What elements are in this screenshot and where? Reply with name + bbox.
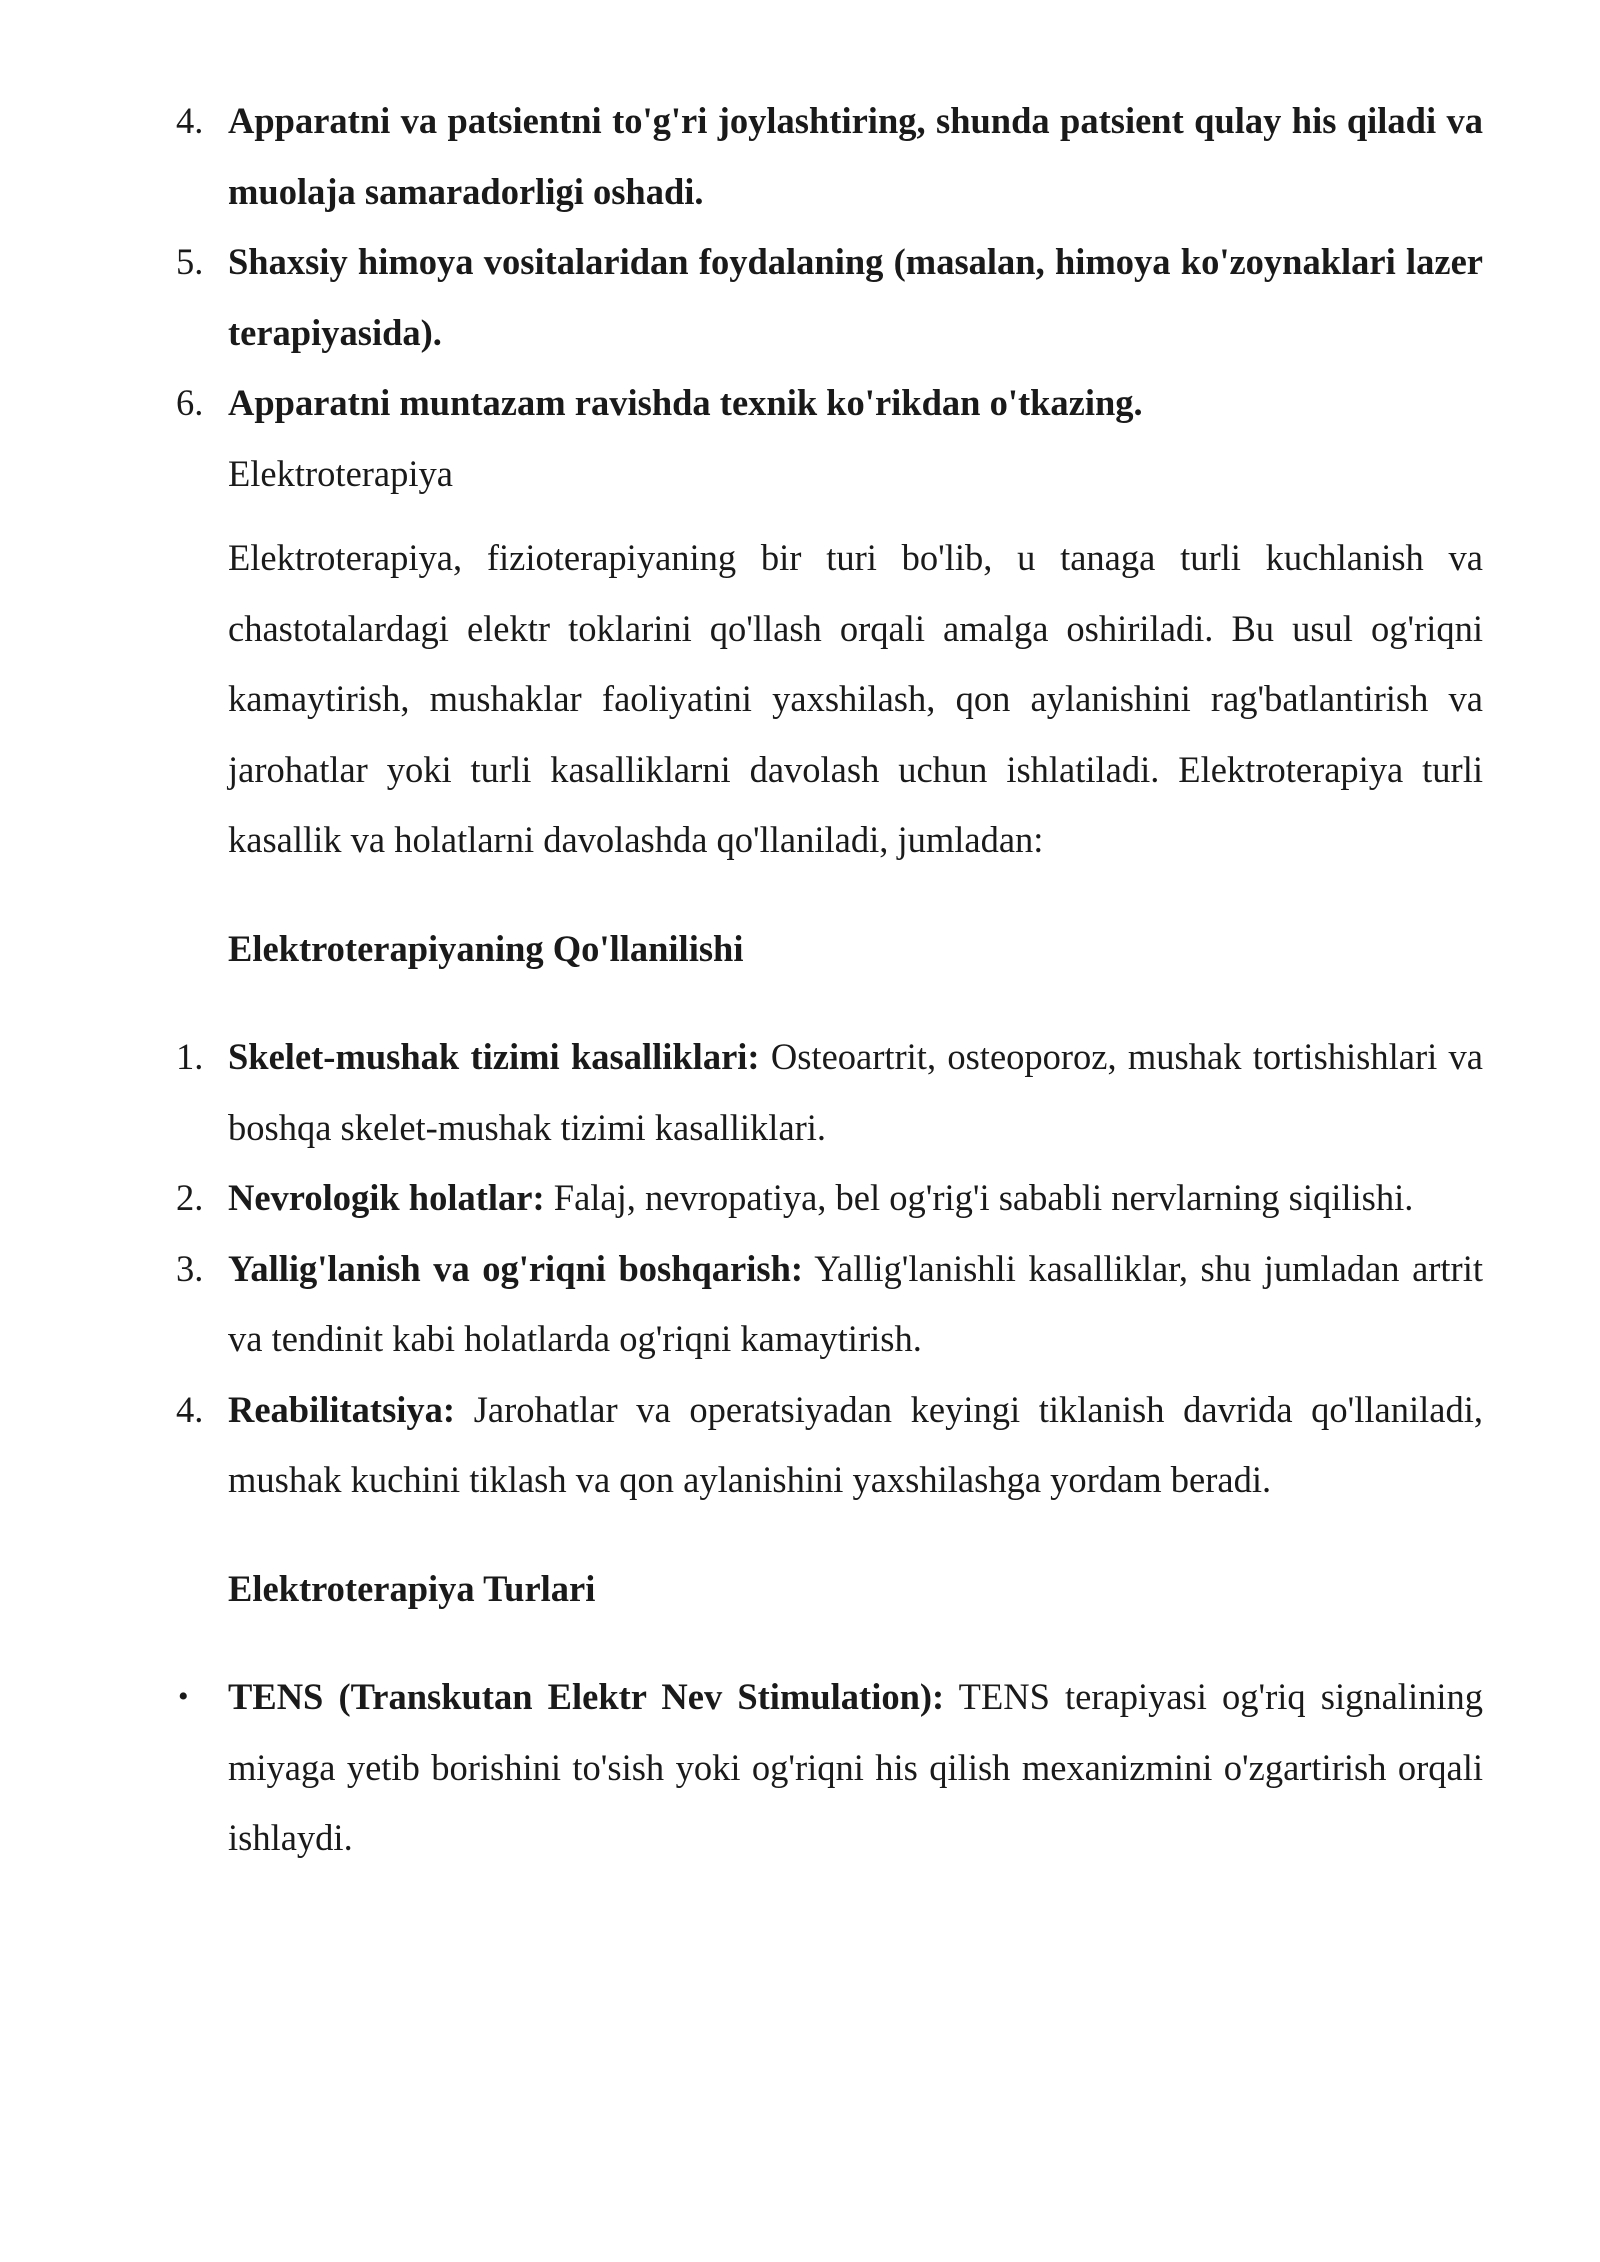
list-number: 6. [176,382,204,423]
usage-list [176,1022,1483,1516]
list-item-label: TENS (Transkutan Elektr Nev Stimulation): [228,1676,945,1717]
list-item [176,227,1483,368]
list-number: 1. [176,1036,204,1077]
list-item [176,1022,1483,1163]
safety-list [176,86,1483,439]
list-item [178,1662,1483,1874]
types-heading: Elektroterapiya Turlari [228,1567,596,1609]
list-item [176,86,1483,227]
list-item-text: Yallig'lanishli kasalliklar, shu jumladan artrit va tendinit kabi holatlarda og'riqni kamaytirish. [228,1247,1483,1359]
list-item [176,1234,1483,1375]
list-item-text: Jarohatlar va operatsiyadan keyingi tiklanish davrida qo'llaniladi, mushak kuchini tiklash va qon aylanishini yaxshilashga yordam beradi. [228,1388,1483,1500]
document-content [176,86,1483,1874]
section-title: Elektroterapiya [228,452,453,494]
list-item-text: TENS terapiyasi og'riq signalining miyaga yetib borishini to'sish yoki og'riqni his qilish mexanizmini o'zgartirish orqali ishlaydi. [228,1676,1483,1858]
intro-paragraph: Elektroterapiya, fizioterapiyaning bir turi bo'lib, u tanaga turli kuchlanish va chastotalardagi elektr toklarini qo'llash orqali amalga oshiriladi. Bu usul og'riqni kamaytirish, mushaklar faoliyatini yaxshilash, qon aylanishini rag'batlantirish va jarohatlar yoki turli kasalliklarni davolash uchun ishlatiladi. Elektroterapiya turli kasallik va holatlarni davolashda qo'llaniladi, jumladan: [228,537,1483,860]
list-item-text: Shaxsiy himoya vositalaridan foydalaning (masalan, himoya ko'zoynaklari lazer terapiyasida). [228,241,1483,353]
list-item [176,1375,1483,1516]
list-item-text: Apparatni muntazam ravishda texnik ko'rikdan o'tkazing. [228,382,1143,423]
list-item [176,1163,1483,1234]
list-item-text: Osteoartrit, osteoporoz, mushak tortishishlari va boshqa skelet-mushak tizimi kasalliklari. [228,1036,1483,1148]
usage-heading: Elektroterapiyaning Qo'llanilishi [228,927,744,969]
list-number: 3. [176,1247,204,1289]
list-number: 4. [176,100,204,141]
bullet-icon: • [178,1680,189,1713]
list-item-label: Nevrologik holatlar: [228,1177,545,1218]
list-item-text: Falaj, nevropatiya, bel og'rig'i sababli nervlarning siqilishi. [544,1177,1414,1218]
list-item-label: Skelet-mushak tizimi kasalliklari: [228,1036,760,1077]
list-item-label: Yallig'lanish va og'riqni boshqarish: [228,1247,804,1289]
list-number: 5. [176,241,204,282]
list-item [176,368,1483,439]
types-list [178,1662,1483,1874]
list-item-text: Apparatni va patsientni to'g'ri joylashtiring, shunda patsient qulay his qiladi va muolaja samaradorligi oshadi. [228,100,1483,212]
list-number: 4. [176,1388,204,1430]
list-item-label: Reabilitatsiya: [228,1388,456,1430]
list-number: 2. [176,1177,204,1218]
